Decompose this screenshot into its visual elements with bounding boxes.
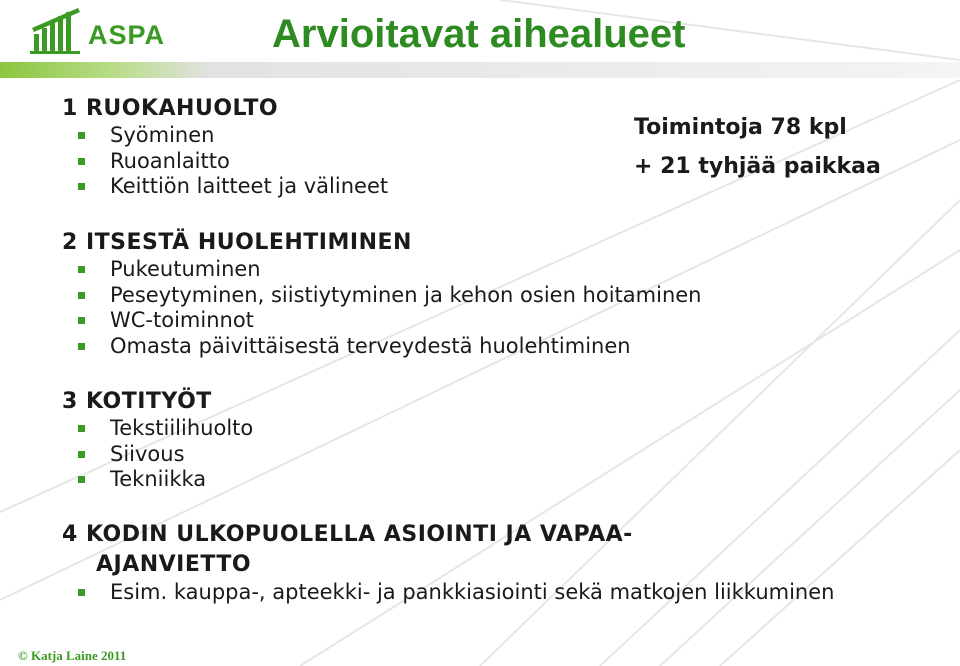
section-items bbox=[62, 257, 702, 359]
activity-count-note bbox=[634, 108, 881, 186]
list-item: Tekstiilihuolto bbox=[110, 416, 254, 440]
list-item: Siivous bbox=[110, 442, 253, 468]
list-item: Syöminen bbox=[110, 123, 388, 149]
list-item: WC-toiminnot bbox=[110, 308, 702, 334]
empty-slots-count: + 21 tyhjää paikkaa bbox=[634, 154, 881, 179]
copyright-footer: © Katja Laine 2011 bbox=[18, 648, 127, 663]
section-items bbox=[62, 123, 388, 200]
section-heading-line1: 4 KODIN ULKOPUOLELLA ASIOINTI JA VAPAA- bbox=[62, 522, 633, 547]
section-heading-line2: AJANVIETTO bbox=[96, 552, 252, 577]
section-kotityot bbox=[62, 388, 253, 493]
header-bar bbox=[0, 60, 960, 80]
list-item: Esim. kauppa-, apteekki- ja pankkiasiointi sekä matkojen liikkuminen bbox=[110, 580, 902, 606]
list-item: Ruoanlaitto bbox=[110, 149, 388, 175]
section-kodin-ulkopuolella bbox=[62, 520, 902, 606]
section-items bbox=[62, 416, 253, 493]
list-item: Omasta päivittäisestä terveydestä huolehtiminen bbox=[110, 334, 702, 360]
section-heading: 1 RUOKAHUOLTO bbox=[62, 96, 279, 121]
section-heading: 3 KOTITYÖT bbox=[62, 389, 212, 414]
section-ruokahuolto bbox=[62, 95, 388, 200]
list-item: Keittiön laitteet ja välineet bbox=[110, 174, 389, 198]
section-items bbox=[62, 580, 902, 606]
activity-count: Toimintoja 78 kpl bbox=[634, 115, 847, 140]
page-title: Arvioitavat aihealueet bbox=[272, 12, 686, 56]
list-item: Tekniikka bbox=[110, 467, 253, 493]
list-item: Pukeutuminen bbox=[110, 257, 702, 283]
section-heading bbox=[62, 520, 902, 580]
list-item: Peseytyminen, siistiytyminen ja kehon osien hoitaminen bbox=[110, 282, 702, 307]
brand-name: ASPA bbox=[88, 20, 166, 50]
section-heading: 2 ITSESTÄ HUOLEHTIMINEN bbox=[62, 230, 412, 255]
section-itsesta-huolehtiminen bbox=[62, 229, 702, 359]
